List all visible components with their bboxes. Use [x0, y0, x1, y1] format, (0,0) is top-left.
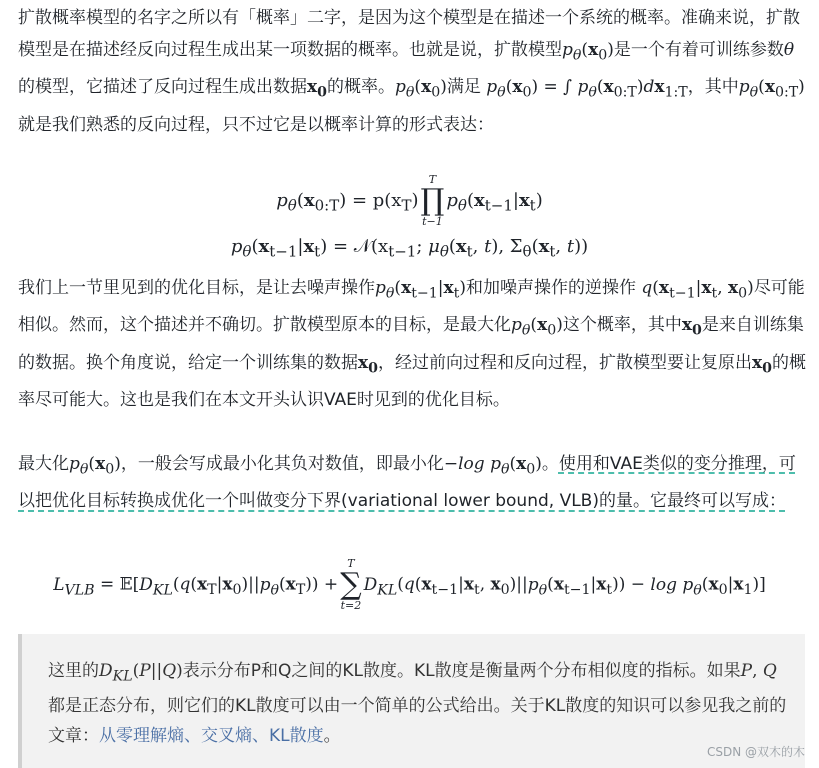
math-p-theta-x0-3: $p_\theta(x_0)$: [511, 315, 563, 339]
product-symbol: T ∏ t−1: [420, 173, 445, 228]
eq1-right: = p(x: [351, 190, 402, 211]
p2-text-7: 的概率尽可能大。这也是我们在本文开头认识VAE时见到的优化目标。: [18, 352, 806, 411]
math-denoise-op: $p_\theta(x_{t-1}|x_t)$: [375, 278, 466, 302]
math-x0-3: $x_0$: [358, 352, 378, 377]
p2-text-4: 这个概率，其中: [562, 315, 682, 336]
p2-text-5: 是来自训练集的数据。换个角度说，给定一个训练集的数据: [18, 315, 804, 373]
math-p-theta-x0T: $p_\theta(x_{0:T})$: [738, 77, 805, 101]
p3-text-2: ，一般会写成最小化其负对数值，即最小化: [120, 454, 444, 474]
math-p-q: P, Q: [740, 661, 777, 681]
blockquote: [18, 634, 805, 768]
quote-text-2: 表示分布P和Q之间的KL散度。KL散度是衡量两个分布相似度的指标。如果: [182, 661, 741, 681]
math-theta: θ: [783, 40, 795, 60]
p2-text-2: 和加噪声操作的逆操作: [465, 278, 636, 298]
equation-joint: $p_\theta(x_{0:T}) = p(x_T)$ T ∏ t−1 $p_\theta(x_{t-1}|x_t)$: [276, 173, 543, 228]
p2-text-1: 我们上一节里见到的优化目标，是让去噪声操作: [18, 278, 375, 298]
math-neg-log: −log $p_\theta(x_0)$: [443, 454, 542, 478]
quote-text-4: 。: [323, 726, 341, 747]
p1-text-4: 的概率。: [327, 77, 395, 98]
p1-text-5: 满足: [446, 77, 481, 98]
p3-text-3: 。: [541, 454, 559, 474]
p1-text-2: 是一个有着可训练参数: [613, 40, 784, 60]
math-p-theta-x0-4: $p_\theta(x_0)$: [69, 454, 121, 478]
math-q-posterior: $q(x_{t-1}|x_t$, $x_0$): [641, 278, 754, 302]
p2-text-6: ，经过前向过程和反向过程，扩散模型要让复原出: [378, 352, 752, 373]
math-x0-4: $x_0$: [752, 352, 772, 377]
paragraph-1: [18, 2, 808, 141]
p2-text-3: 尽可能相似。然而，这个描述并不确切。扩散模型原本的目标，是最大化: [18, 278, 805, 336]
p1-text-6: ，其中: [687, 77, 739, 98]
p1-text-1: 扩散概率模型的名字之所以有「概率」二字，是因为这个模型是在描述一个系统的概率。准确来说，扩散模型是在描述经反向过程生成出某一项数据的概率。也就是说，扩散模型: [18, 8, 800, 60]
quote-text-3: 都是正态分布，则它们的KL散度可以由一个简单的公式给出。关于KL散度的知识可以参见我之前的文章：: [48, 696, 787, 747]
paragraph-3: [18, 448, 808, 517]
math-x0-2: $x_0$: [681, 315, 702, 339]
csdn-watermark: CSDN @双木的木: [706, 745, 805, 759]
math-p-theta-x0-2: $p_\theta(x_0)$: [395, 77, 447, 101]
p1-text-3: 的模型，它描述了反向过程生成出数据: [18, 77, 307, 98]
p1-text-7: 就是我们熟悉的反向过程，只不过它是以概率计算的形式表达：: [18, 114, 494, 135]
math-dkl-pq: $D_{KL}(P||Q)$: [99, 661, 183, 685]
math-p-theta-x0: $p_\theta(x_0)$: [562, 40, 614, 64]
paragraph-2: [18, 272, 808, 416]
equation-vlb: $L_{VLB}$ = $𝔼[D_{KL}(q(x_T|x_0)||p_\theta(x_T))$ + T ∑ t=2 $D_{KL}(q(x_{t-1}|x_t$, $x_0)||p_\theta(x_{t-1}|x_t)) - \log p_\theta(x_0|x_1)$]: [53, 557, 766, 612]
quote-text-1: 这里的: [48, 661, 99, 681]
p3-text-4: 使用和VAE类似的变分推理，可以把优化目标转换成优化一个叫做变分下界(variational lower bound, VLB)的量。它最终可以写成：: [18, 454, 796, 512]
math-marginal-integral: $p_\theta(x_0)$ = ∫ $p_\theta(x_{0:T})dx_{1:T}$: [486, 77, 688, 101]
math-x0: $x_0$: [307, 77, 327, 101]
equation-reverse-step: $p_\theta(x_{t-1}|x_t)$ = $𝒩(x_{t-1}$; $\mu_\theta(x_t$, t), $\Sigma_\theta(x_t$, t)): [230, 236, 589, 261]
article-link[interactable]: 从零理解熵、交叉熵、KL散度: [99, 726, 324, 747]
p3-text-1: 最大化: [18, 454, 69, 474]
blockquote-text: [48, 656, 793, 751]
sum-symbol: T ∑ t=2: [340, 557, 362, 612]
